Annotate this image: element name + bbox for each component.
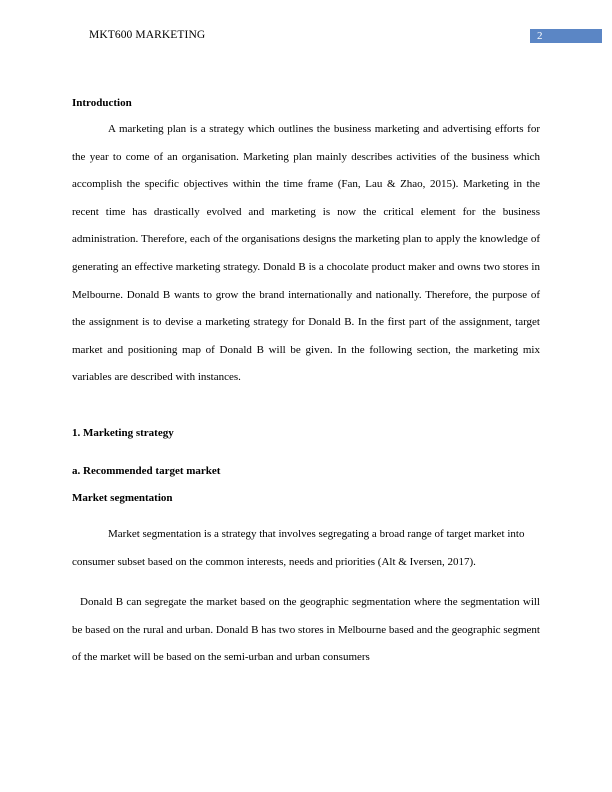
marketing-strategy-heading: 1. Marketing strategy	[72, 426, 174, 439]
document-body	[72, 95, 540, 672]
target-market-heading: a. Recommended target market	[72, 464, 221, 477]
segmentation-paragraph: Market segmentation is a strategy that involves segregating a broad range of target market into consumer subset based on the common interests, needs and priorities (Alt & Iversen, 2017).	[72, 527, 525, 568]
market-segmentation-heading: Market segmentation	[72, 491, 173, 504]
geographic-segmentation-paragraph: Donald B can segregate the market based on the geographic segmentation where the segmentation will be based on the rural and urban. Donald B has two stores in Melbourne based and the geographic segment of the market will be based on the semi-urban and urban consumers	[72, 596, 540, 664]
introduction-heading: Introduction	[72, 97, 132, 109]
running-header-title: MKT600 MARKETING	[89, 29, 206, 41]
page-number-badge: 2	[530, 29, 602, 43]
introduction-paragraph: A marketing plan is a strategy which outlines the business marketing and advertising efforts for the year to come of an organisation. Marketing plan mainly describes activities of the business which accomplish the specific objectives within the time frame (Fan, Lau & Zhao, 2015). Marketing in the recent time has drastically evolved and marketing is now the critical element for the business administration. Therefore, each of the organisations designs the marketing plan to apply the knowledge of generating an effective marketing strategy. Donald B is a chocolate product maker and owns two stores in Melbourne. Donald B wants to grow the brand internationally and nationally. Therefore, the purpose of the assignment is to devise a marketing strategy for Donald B. In the first part of the assignment, target market and positioning map of Donald B will be given. In the following section, the marketing mix variables are described with instances.	[72, 123, 540, 384]
